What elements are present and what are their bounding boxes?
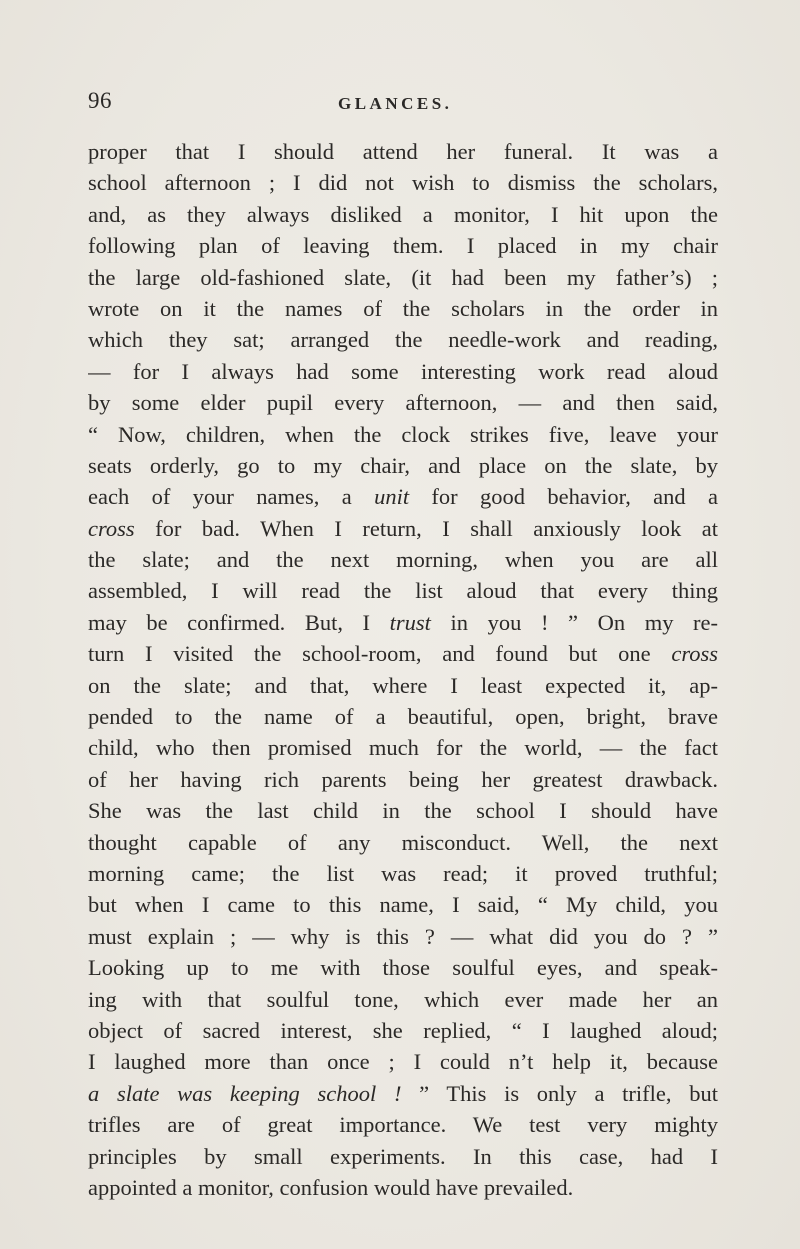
text-line: She was the last child in the school I should have <box>88 798 718 824</box>
text-line: of her having rich parents being her greatest drawback. <box>88 766 718 792</box>
text-line: turn I visited the school-room, and found but one cross <box>88 641 718 667</box>
page-number: 96 <box>88 88 112 113</box>
text-line: the large old-fashioned slate, (it had been my father’s) ; <box>88 264 718 290</box>
text-line: — for I always had some interesting work read aloud <box>88 358 718 384</box>
text-line: may be confirmed. But, I trust in you ! ” On my re- <box>88 609 718 635</box>
text-line: school afternoon ; I did not wish to dismiss the scholars, <box>88 170 718 196</box>
text-line: Looking up to me with those soulful eyes, and speak- <box>88 955 718 981</box>
text-line: morning came; the list was read; it proved truthful; <box>88 860 718 886</box>
text-line: trifles are of great importance. We test very mighty <box>88 1112 718 1138</box>
body-text <box>88 136 718 1203</box>
text-line: seats orderly, go to my chair, and place on the slate, by <box>88 452 718 478</box>
text-line: object of sacred interest, she replied, “ I laughed aloud; <box>88 1017 718 1043</box>
text-line: principles by small experiments. In this case, had I <box>88 1143 718 1169</box>
text-line: child, who then promised much for the world, — the fact <box>88 735 718 761</box>
text-line: pended to the name of a beautiful, open, bright, brave <box>88 704 718 730</box>
text-line: I laughed more than once ; I could n’t help it, because <box>88 1049 718 1075</box>
italic-word: cross <box>671 641 718 667</box>
text-line: thought capable of any misconduct. Well, the next <box>88 829 718 855</box>
text-line: each of your names, a unit for good behavior, and a <box>88 484 718 510</box>
text-line: proper that I should attend her funeral. It was a <box>88 139 718 164</box>
italic-phrase: a slate was keeping school ! <box>88 1080 402 1106</box>
italic-word: unit <box>374 484 410 510</box>
text-line: appointed a monitor, confusion would have prevailed. <box>88 1174 574 1200</box>
text-line: assembled, I will read the list aloud that every thing <box>88 578 718 604</box>
italic-word: trust <box>389 609 431 635</box>
text-line: wrote on it the names of the scholars in the order in <box>88 295 718 321</box>
text-line: a slate was keeping school ! ” This is only a trifle, but <box>88 1080 718 1106</box>
italic-word: cross <box>88 515 135 541</box>
text-line: on the slate; and that, where I least expected it, ap- <box>88 672 718 698</box>
page-header <box>88 88 708 122</box>
text-line: which they sat; arranged the needle-work and reading, <box>88 327 718 353</box>
text-line: the slate; and the next morning, when you are all <box>88 547 718 573</box>
text-line: cross for bad. When I return, I shall anxiously look at <box>88 515 718 541</box>
running-head: GLANCES. <box>338 94 453 113</box>
text-line: following plan of leaving them. I placed in my chair <box>88 233 718 259</box>
text-line: by some elder pupil every afternoon, — and then said, <box>88 390 718 416</box>
text-line: must explain ; — why is this ? — what did you do ? ” <box>88 923 718 949</box>
text-line: “ Now, children, when the clock strikes five, leave your <box>88 421 718 447</box>
text-line: ing with that soulful tone, which ever made her an <box>88 986 718 1012</box>
text-line: but when I came to this name, I said, “ My child, you <box>88 892 718 918</box>
text-line: and, as they always disliked a monitor, I hit upon the <box>88 201 718 227</box>
